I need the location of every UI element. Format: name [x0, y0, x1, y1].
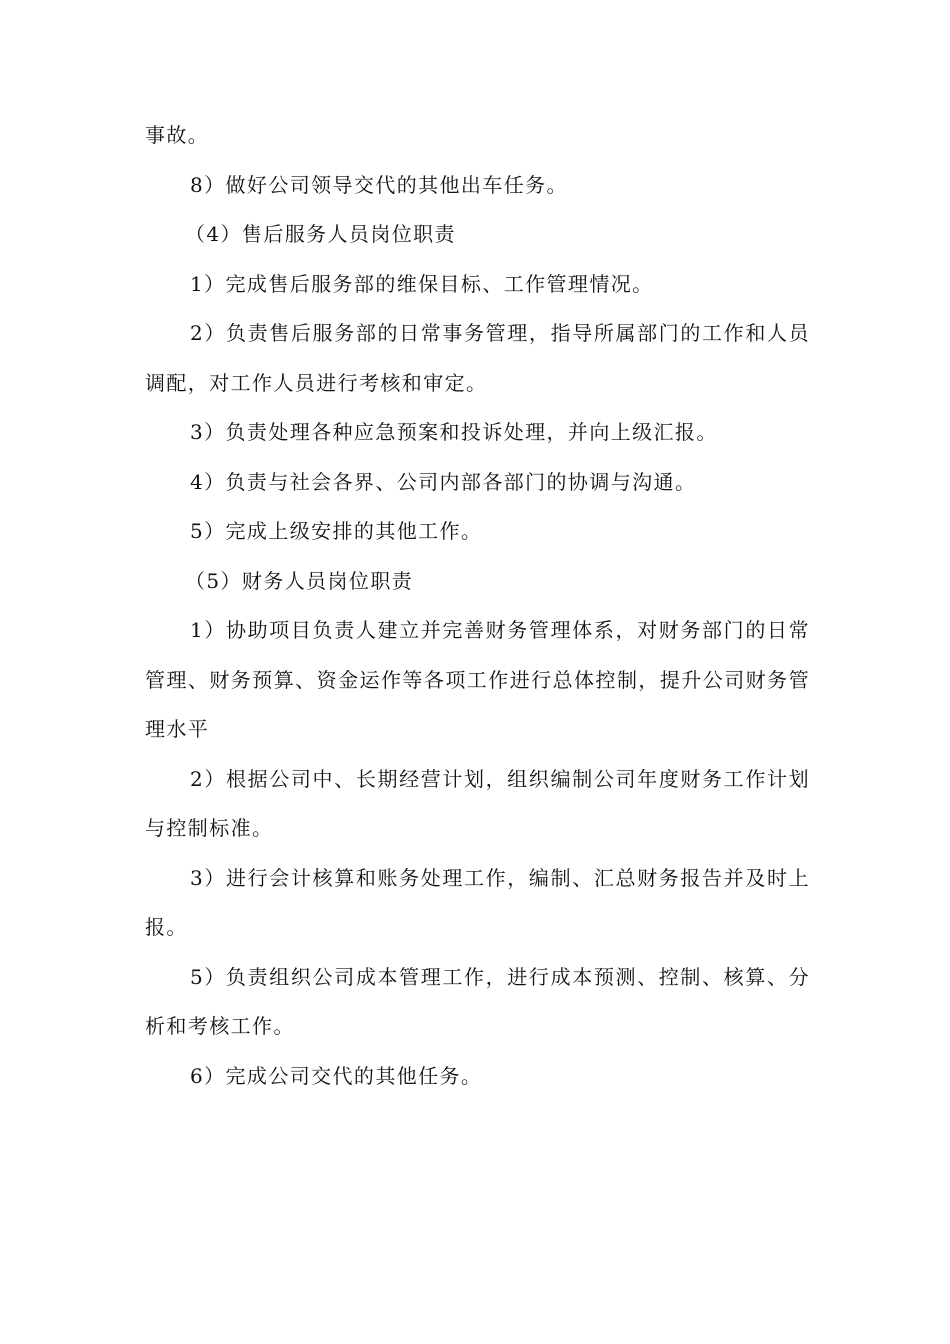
paragraph-finance-6: 6）完成公司交代的其他任务。 [190, 1063, 483, 1088]
paragraph-item-8: 8）做好公司领导交代的其他出车任务。 [190, 172, 568, 197]
paragraph-finance-5: 5）负责组织公司成本管理工作，进行成本预测、控制、核算、分析和考核工作。 [145, 964, 810, 1038]
paragraph-finance-3: 3）进行会计核算和账务处理工作，编制、汇总财务报告并及时上报。 [145, 865, 810, 939]
paragraph-continued: 事故。 [145, 123, 210, 147]
paragraph-after-sales-1: 1）完成售后服务部的维保目标、工作管理情况。 [190, 271, 654, 296]
paragraph-finance-1: 1）协助项目负责人建立并完善财务管理体系，对财务部门的日常管理、财务预算、资金运作等各项工作进行总体控制，提升公司财务管理水平 [145, 618, 810, 741]
paragraph-after-sales-2: 2）负责售后服务部的日常事务管理，指导所属部门的工作和人员调配，对工作人员进行考核和审定。 [145, 321, 810, 395]
paragraph-after-sales-3: 3）负责处理各种应急预案和投诉处理，并向上级汇报。 [190, 420, 718, 444]
paragraph-after-sales-4: 4）负责与社会各界、公司内部各部门的协调与沟通。 [190, 469, 697, 494]
paragraph-after-sales-5: 5）完成上级安排的其他工作。 [190, 519, 483, 543]
paragraph-finance-2: 2）根据公司中、长期经营计划，组织编制公司年度财务工作计划与控制标准。 [145, 766, 810, 840]
section-heading-finance: （5）财务人员岗位职责 [185, 568, 414, 593]
section-heading-after-sales: （4）售后服务人员岗位职责 [185, 222, 456, 246]
document-body [145, 111, 810, 1101]
